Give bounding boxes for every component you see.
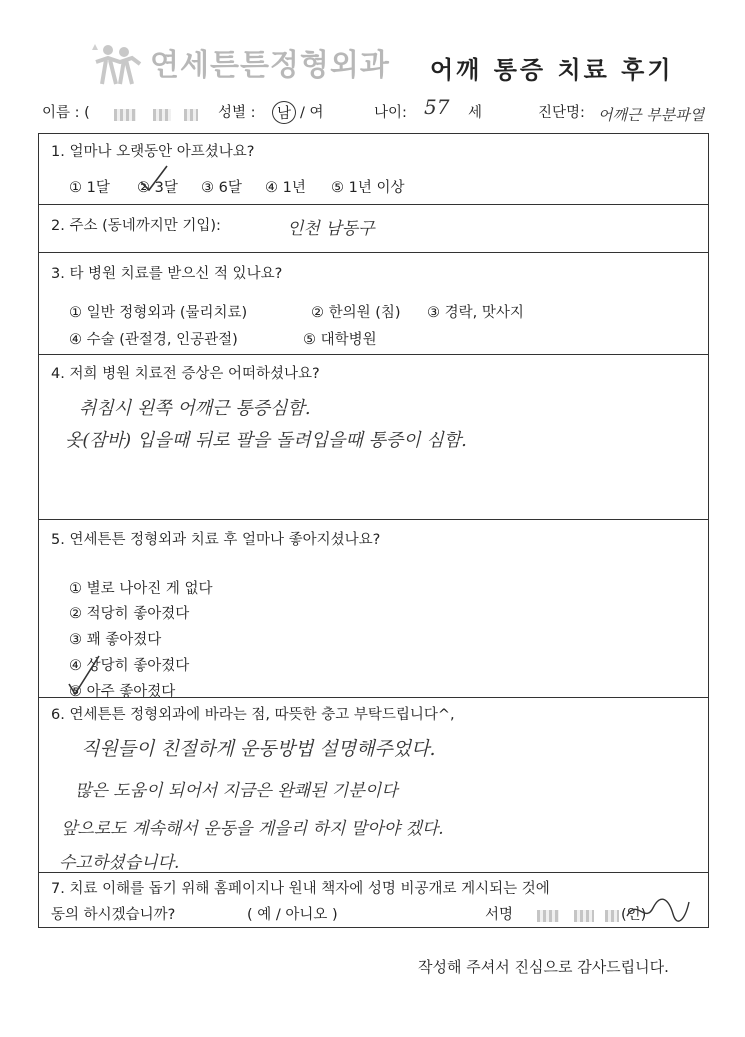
gender-male-circled: 남	[272, 101, 296, 124]
q1-option-3[interactable]: ③ 6달	[201, 180, 242, 196]
diagnosis-label: 진단명:	[538, 105, 585, 121]
q3-option-3[interactable]: ③ 경락, 맛사지	[427, 305, 524, 321]
footer-thanks: 작성해 주셔서 진심으로 감사드립니다.	[418, 958, 669, 976]
clinic-logo-name: 연세튼튼정형외과	[150, 48, 390, 83]
q2-divider	[39, 204, 708, 205]
signature-suffix: (인)	[621, 907, 647, 923]
q6-answer-line-4: 수고하셨습니다.	[59, 853, 180, 873]
q1-option-2[interactable]: ② 3달	[137, 180, 178, 196]
q7-question-line-2: 동의 하시겠습니까?	[51, 907, 176, 923]
q6-answer-line-1: 직원들이 친절하게 운동방법 설명해주었다.	[81, 738, 436, 760]
q4-divider	[39, 354, 708, 355]
signature-redacted	[537, 905, 619, 924]
checkmark-icon	[137, 164, 171, 194]
q3-divider	[39, 252, 708, 253]
survey-form	[38, 133, 709, 928]
age-value: 57	[424, 95, 450, 119]
q1-option-5[interactable]: ⑤ 1년 이상	[331, 180, 405, 196]
gender-female: / 여	[300, 105, 324, 121]
q3-option-2[interactable]: ② 한의원 (침)	[311, 305, 401, 321]
q1-option-4[interactable]: ④ 1년	[265, 180, 306, 196]
q7-divider	[39, 872, 708, 873]
q4-answer-line-2: 옷(잠바) 입을때 뒤로 팔을 돌려입을때 통증이 심함.	[65, 430, 467, 451]
q6-question: 6. 연세튼튼 정형외과에 바라는 점, 따뜻한 충고 부탁드립니다^,	[51, 707, 455, 723]
q3-question: 3. 타 병원 치료를 받으신 적 있나요?	[51, 266, 283, 282]
q2-question: 2. 주소 (동네까지만 기입):	[51, 218, 221, 234]
q3-option-1[interactable]: ① 일반 정형외과 (물리치료)	[69, 305, 248, 321]
q7-consent-choice[interactable]: ( 예 / 아니오 )	[247, 907, 338, 923]
q5-option-2[interactable]: ② 적당히 좋아졌다	[69, 606, 190, 622]
age-label: 나이:	[374, 105, 407, 121]
name-label: 이름 : (	[42, 105, 90, 121]
q5-question: 5. 연세튼튼 정형외과 치료 후 얼마나 좋아지셨나요?	[51, 532, 381, 548]
q2-answer: 인천 남동구	[287, 219, 375, 239]
q6-answer-line-2: 많은 도움이 되어서 지금은 완쾌된 기분이다	[75, 781, 398, 801]
q5-option-3[interactable]: ③ 꽤 좋아졌다	[69, 632, 162, 648]
q5-divider	[39, 519, 708, 520]
q4-answer-line-1: 취침시 왼쪽 어깨근 통증심함.	[79, 398, 311, 419]
handwritten-signature-icon	[623, 894, 693, 928]
q6-answer-line-3: 앞으로도 계속해서 운동을 게을리 하지 말아야 겠다.	[61, 819, 444, 839]
q1-question: 1. 얼마나 오랫동안 아프셨나요?	[51, 144, 255, 160]
q5-option-4[interactable]: ④ 상당히 좋아졌다	[69, 658, 190, 674]
q1-option-1[interactable]: ① 1달	[69, 180, 110, 196]
signature-label: 서명	[485, 907, 514, 923]
name-redacted	[114, 104, 198, 123]
people-logo-icon	[88, 40, 148, 88]
q5-option-1[interactable]: ① 별로 나아진 게 없다	[69, 581, 213, 597]
q3-option-4[interactable]: ④ 수술 (관절경, 인공관절)	[69, 332, 238, 348]
q7-question-line-1: 7. 치료 이해를 돕기 위해 홈페이지나 원내 책자에 성명 비공개로 게시되는 것에	[51, 881, 550, 897]
q3-option-5[interactable]: ⑤ 대학병원	[303, 332, 377, 348]
gender-label: 성별 :	[218, 105, 256, 121]
checkmark-icon	[63, 654, 103, 696]
q4-question: 4. 저희 병원 치료전 증상은 어떠하셨나요?	[51, 366, 320, 382]
form-title: 어깨 통증 치료 후기	[430, 56, 674, 84]
diagnosis-value: 어깨근 부분파열	[598, 106, 705, 124]
q6-divider	[39, 697, 708, 698]
q5-option-5[interactable]: ⑤ 아주 좋아졌다	[69, 684, 176, 700]
age-unit: 세	[468, 105, 483, 121]
